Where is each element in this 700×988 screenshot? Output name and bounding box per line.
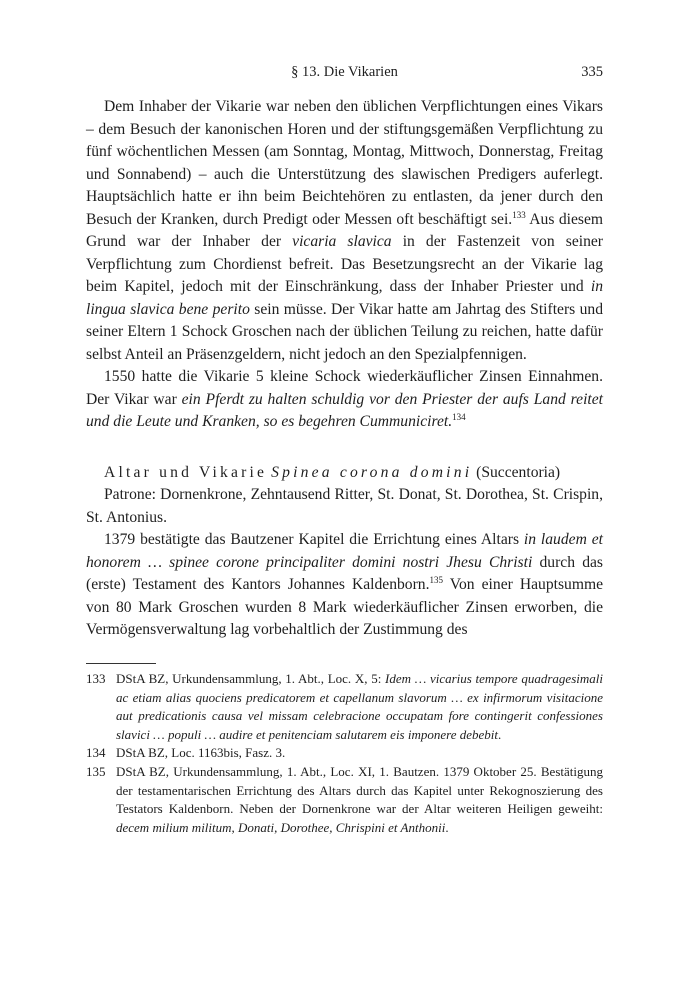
heading-italic: Spinea corona domini [271,463,473,481]
footnotes [86,670,603,837]
footnote-number: 134 [86,745,106,761]
page-header [86,64,603,84]
paragraph-1550-income [86,366,603,434]
italic-run: decem milium militum, Donati, Dorothee, Chrispini et Anthonii [116,819,446,835]
section-heading [86,462,603,485]
heading-spaced: Altar und Vikarie [104,463,268,481]
heading-paren: (Succentoria) [472,463,561,481]
text-run: . [445,819,449,835]
text-run: Aus diesem Grund war der Inhaber der [86,210,604,250]
text-run: DStA BZ, Urkundensammlung, 1. Abt., Loc. X, 5: [116,671,386,686]
text-run: DStA BZ, Loc. 1163bis, Fasz. 3. [116,745,286,761]
text-run: durch das (erste) Testament des Kantors Johannes Kaldenborn. [86,553,603,593]
italic-run: Idem … vicarius tempore quadragesimali ac etiam alias quociens predicatorem et capellanum slavorum … ex infirmorum visitacione aut predicationis causa vel missam celebracione occupatam fore contingerit confessiones slavici … populi … audire et penitenciam salutarem eis imponere debebit [116,671,603,742]
page-number: 335 [581,64,603,80]
footnote-133 [86,670,603,744]
footnote-number: 135 [86,763,106,779]
text-run: . [498,726,502,742]
paragraph-patrone: Patrone: Dornenkrone, Zehntausend Ritter, St. Donat, St. Dorothea, St. Crispin, St. Antonius. [86,486,603,526]
italic-run: ein Pferdt zu halten schuldig vor den Priester der aufs Land reitet und die Leute und Kranken, so es begehren Cummuniciret. [86,390,604,430]
footnote-134 [86,744,603,763]
running-head: § 13. Die Vikarien [291,64,398,80]
paragraph-vicar-duties [86,96,603,366]
italic-run: in laudem et honorem … spinee corone principaliter domini nostri Jhesu Christi [86,531,603,571]
text-run: Von einer Hauptsumme von 80 Mark Groschen wurden 8 Mark wiederkäuflicher Zinsen erworben, die Vermögensverwaltung lag vorbehaltlich der Zustimmung des [86,576,604,638]
italic-run: in lingua slavica bene perito [86,278,603,318]
text-run: 1550 hatte die Vikarie 5 kleine Schock wiederkäuflicher Zinsen Einnahmen. Der Vikar war [86,368,603,408]
text-run: sein müsse. Der Vikar hatte am Jahrtag des Stifters und seiner Eltern 1 Schock Groschen nach der üblichen Teilung zu reichen, hatte dafür selbst Anteil an Präsenzgeldern, nicht jedoch an den Spezialpfennigen. [86,300,603,363]
text-run: in der Fastenzeit von seiner Verpflichtung zum Chordienst befreit. Das Besetzungsrecht an der Vikarie lag beim Kapitel, jedoch mit der Einschränkung, dass der Inhaber Priester und [86,233,603,295]
footnote-rule [86,663,156,664]
text-run: 1379 bestätigte das Bautzener Kapitel die Errichtung eines Altars [104,531,524,548]
footnote-ref-134[interactable]: 134 [452,412,466,422]
footnote-135 [86,763,603,837]
footnote-ref-133[interactable]: 133 [512,209,526,220]
paragraph-1379 [86,529,603,642]
italic-run: vicaria slavica [292,233,392,250]
text-run: DStA BZ, Urkundensammlung, 1. Abt., Loc. XI, 1. Bautzen. 1379 Oktober 25. Bestätigung der testamentarischen Errichtung des Altars durch das Kapitel unter Rekognoszierung des Testators Kaldenborn. Neben der Dornenkrone war der Altar weiteren Heiligen geweiht: [116,763,603,817]
main-text [86,96,603,642]
footnote-ref-135[interactable]: 135 [429,575,443,585]
text-run: Dem Inhaber der Vikarie war neben den üblichen Verpflichtungen eines Vikars – dem Besuch der kanonischen Horen und der stiftungsgemäßen Verpflichtung zu fünf wöchentlichen Messen (am Sonntag, Montag, Mittwoch, Donnerstag, Freitag und Sonnabend) – auch die Unterstützung des slawischen Predigers auferlegt. Hauptsächlich hatte er ihn beim Beichtehören zu entlasten, da jener durch den Besuch der Kranken, durch Predigt oder Messen oft beschäftigt sei. [86,98,603,228]
footnote-number: 133 [86,671,106,686]
